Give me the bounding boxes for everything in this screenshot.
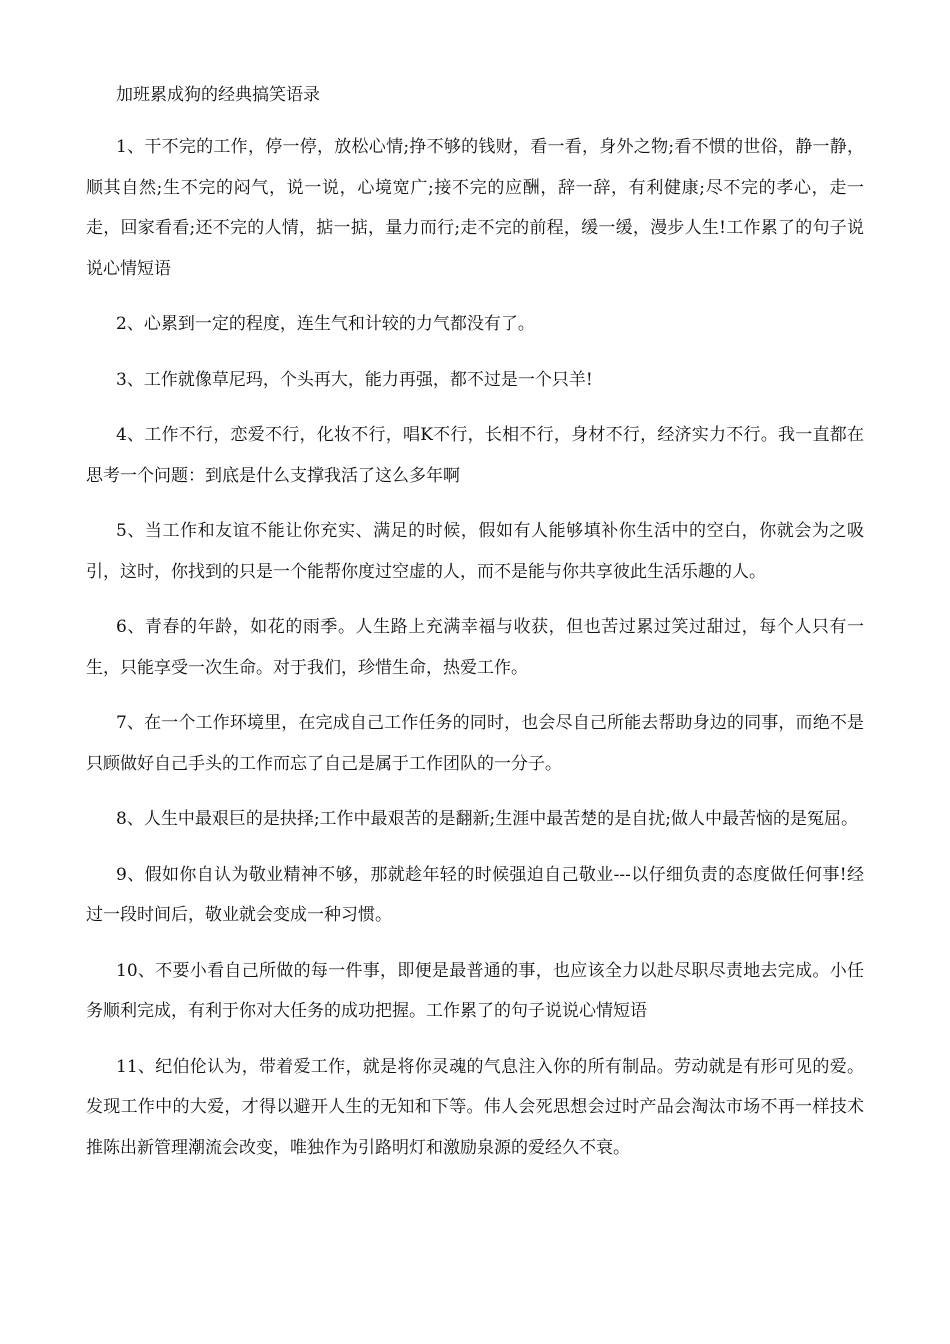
paragraph-3: 3、工作就像草尼玛，个头再大，能力再强，都不过是一个只羊! bbox=[116, 369, 593, 390]
paragraph-8: 8、人生中最艰巨的是抉择;工作中最艰苦的是翻新;生涯中最苦楚的是自扰;做人中最苦恼的是冤屈。 bbox=[116, 809, 858, 829]
paragraph-6: 6、青春的年龄，如花的雨季。人生路上充满幸福与收获，但也苦过累过笑过甜过，每个人只有一生，只能享受一次生命。对于我们，珍惜生命，热爱工作。 bbox=[86, 617, 864, 678]
paragraph-2: 2、心累到一定的程度，连生气和计较的力气都没有了。 bbox=[116, 314, 535, 334]
paragraph-10: 10、不要小看自己所做的每一件事，即便是最普通的事，也应该全力以赴尽职尽责地去完成。小任务顺利完成，有利于你对大任务的成功把握。工作累了的句子说说心情短语 bbox=[86, 960, 864, 1021]
paragraph-1: 1、干不完的工作，停一停，放松心情;挣不够的钱财，看一看，身外之物;看不惯的世俗，静一静，顺其自然;生不完的闷气，说一说，心境宽广;接不完的应酬，辞一辞，有利健康;尽不完的孝心，走一走，回家看看;还不完的人情，掂一掂，量力而行;走不完的前程，缓一缓，漫步人生!工作累了的句子说说心情短语 bbox=[86, 137, 864, 279]
document-title: 加班累成狗的经典搞笑语录 bbox=[116, 85, 320, 105]
paragraph-4: 4、工作不行，恋爱不行，化妆不行，唱K不行，长相不行，身材不行，经济实力不行。我一直都在思考一个问题：到底是什么支撑我活了这么多年啊 bbox=[86, 425, 864, 486]
paragraph-9: 9、假如你自认为敬业精神不够，那就趁年轻的时候强迫自己敬业---以仔细负责的态度做任何事!经过一段时间后，敬业就会变成一种习惯。 bbox=[86, 864, 864, 925]
paragraph-5: 5、当工作和友谊不能让你充实、满足的时候，假如有人能够填补你生活中的空白，你就会为之吸引，这时，你找到的只是一个能帮你度过空虚的人，而不是能与你共享彼此生活乐趣的人。 bbox=[86, 521, 864, 582]
paragraph-7: 7、在一个工作环境里，在完成自己工作任务的同时，也会尽自己所能去帮助身边的同事，而绝不是只顾做好自己手头的工作而忘了自己是属于工作团队的一分子。 bbox=[86, 713, 864, 774]
paragraph-11: 11、纪伯伦认为，带着爱工作，就是将你灵魂的气息注入你的所有制品。劳动就是有形可见的爱。发现工作中的大爱，才得以避开人生的无知和下等。伟人会死思想会过时产品会淘汰市场不再一样技术推陈出新管理潮流会改变，唯独作为引路明灯和激励泉源的爱经久不衰。 bbox=[86, 1056, 864, 1158]
